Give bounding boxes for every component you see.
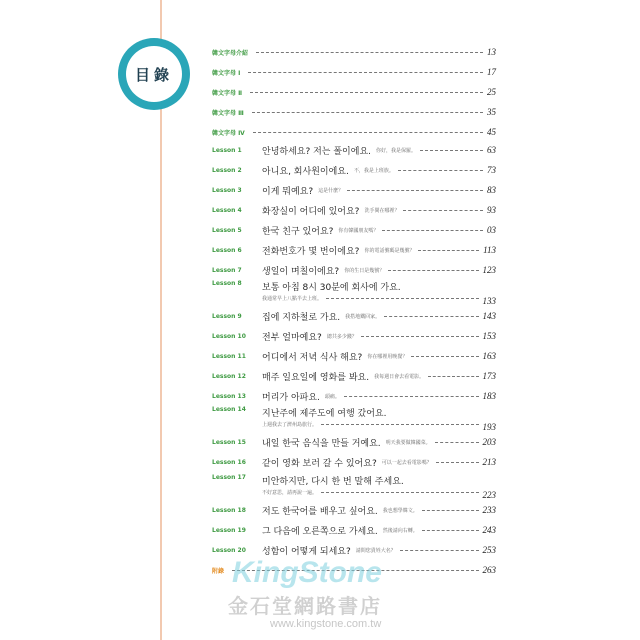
lesson-number: Lesson 16	[212, 458, 246, 466]
watermark-logo: KingStone	[232, 556, 382, 589]
page-number: 123	[482, 265, 496, 275]
toc-lesson-row[interactable]	[212, 434, 496, 450]
lesson-number: Lesson 13	[212, 392, 246, 400]
page-number: 153	[482, 331, 496, 341]
section-label: 韓文字母 Ⅰ	[212, 69, 241, 77]
page-number: 243	[482, 525, 496, 535]
lesson-title-korean: 그 다음에 오른쪽으로 가세요.	[262, 526, 378, 537]
lesson-number: Lesson 5	[212, 226, 242, 234]
toc-lesson-row[interactable]	[212, 202, 496, 218]
lesson-title-chinese: 明天我要做韓國菜。	[385, 439, 431, 446]
lesson-title-korean: 집에 지하철로 가요.	[262, 312, 341, 323]
lesson-title-chinese: 你的電話號碼是幾號？	[364, 247, 415, 254]
dotted-leader	[361, 336, 479, 337]
lesson-title-korean: 아니요, 회사원이에요.	[262, 166, 349, 177]
page-number: 63	[487, 145, 496, 155]
lesson-number: Lesson 10	[212, 332, 246, 340]
toc-lesson-row[interactable]	[212, 368, 496, 384]
page-number: 93	[487, 205, 496, 215]
dotted-leader	[436, 462, 479, 463]
toc-lesson-row[interactable]	[212, 348, 496, 364]
dotted-leader	[435, 442, 479, 443]
dotted-leader	[384, 316, 478, 317]
lesson-number: Lesson 3	[212, 186, 242, 194]
toc-lesson-row[interactable]	[212, 406, 496, 432]
lesson-title-korean: 이게 뭐예요?	[262, 186, 314, 197]
lesson-title-chinese: 你在哪裡用晚餐？	[367, 353, 408, 360]
page-number: 163	[482, 351, 496, 361]
dotted-leader	[347, 190, 483, 191]
dotted-leader	[252, 112, 483, 113]
dotted-leader	[250, 92, 483, 93]
lesson-title-korean: 성함이 어떻게 되세요?	[262, 546, 351, 557]
page-number: 17	[487, 67, 496, 77]
dotted-leader	[403, 210, 483, 211]
toc-section-row[interactable]	[212, 104, 496, 120]
page-number: 223	[482, 490, 496, 500]
lesson-title-chinese: 頭痛。	[324, 393, 340, 400]
lesson-title-korean: 보통 아침 8시 30분에 회사에 가요.	[262, 283, 401, 293]
lesson-title-chinese: 請問您貴姓大名？	[355, 547, 396, 554]
lesson-title-korean: 생일이 며칠이에요?	[262, 266, 340, 277]
page-number: 173	[482, 371, 496, 381]
lesson-title-chinese: 你好，我是保羅。	[376, 147, 417, 154]
toc-lesson-row[interactable]	[212, 328, 496, 344]
page-number: 213	[482, 457, 496, 467]
toc-section-row[interactable]	[212, 64, 496, 80]
lesson-title-chinese: 我搭地鐵回家。	[345, 313, 381, 320]
section-label: 韓文字母 Ⅲ	[212, 109, 244, 117]
lesson-title-korean: 저도 한국어를 배우고 싶어요.	[262, 506, 378, 517]
lesson-number: Lesson 19	[212, 526, 246, 534]
page-number: 35	[487, 107, 496, 117]
dotted-leader	[411, 356, 478, 357]
lesson-title-chinese: 可以一起去看電影嗎？	[381, 459, 432, 466]
lesson-title-chinese: 總共多少錢？	[326, 333, 357, 340]
page-number: 73	[487, 165, 496, 175]
toc-lesson-row[interactable]	[212, 388, 496, 404]
lesson-title-chinese: 洗手間在哪裡？	[364, 207, 400, 214]
page-number: 45	[487, 127, 496, 137]
toc-lesson-row[interactable]	[212, 162, 496, 178]
lesson-number: Lesson 6	[212, 246, 242, 254]
dotted-leader	[256, 52, 483, 53]
lesson-title-korean: 같이 영화 보러 갈 수 있어요?	[262, 458, 377, 469]
lesson-title-chinese: 然後請向右轉。	[382, 527, 418, 534]
page-number: 113	[483, 245, 496, 255]
dotted-leader	[248, 72, 483, 73]
lesson-number: Lesson 9	[212, 312, 242, 320]
page-number: 183	[482, 391, 496, 401]
page-number: 143	[482, 311, 496, 321]
lesson-title-chinese: 你有韓國朋友嗎？	[338, 227, 379, 234]
toc-lesson-row[interactable]	[212, 502, 496, 518]
lesson-title-korean: 매주 일요일에 영화를 봐요.	[262, 372, 370, 383]
lesson-number: Lesson 17	[212, 474, 246, 481]
lesson-title-korean: 어디에서 저녁 식사 해요?	[262, 352, 363, 363]
lesson-number: Lesson 11	[212, 352, 246, 360]
dotted-leader	[321, 492, 478, 493]
lesson-title-korean: 한국 친구 있어요?	[262, 226, 334, 237]
page-number: 133	[482, 296, 496, 306]
page-number: 13	[487, 47, 496, 57]
dotted-leader	[326, 298, 478, 299]
lesson-title-korean: 전부 얼마예요?	[262, 332, 322, 343]
dotted-leader	[253, 132, 483, 133]
toc-lesson-row[interactable]	[212, 474, 496, 500]
dotted-leader	[321, 424, 478, 425]
section-label: 韓文字母 Ⅱ	[212, 89, 243, 97]
lesson-title-korean: 머리가 아파요.	[262, 392, 320, 403]
section-label: 韓文字母介紹	[212, 49, 249, 57]
toc-lesson-row[interactable]	[212, 142, 496, 158]
page-number: 193	[482, 422, 496, 432]
lesson-title-chinese: 上週我去了濟州島旅行。	[262, 422, 318, 428]
page-number: 03	[487, 225, 496, 235]
lesson-number: Lesson 8	[212, 280, 242, 287]
toc-badge	[118, 38, 190, 110]
lesson-title-korean: 내일 한국 음식을 만들 거예요.	[262, 438, 381, 449]
toc-lesson-row[interactable]	[212, 454, 496, 470]
lesson-title-korean: 지난주에 제주도에 여행 갔어요.	[262, 409, 387, 419]
watermark-url: www.kingstone.com.tw	[270, 618, 382, 630]
dotted-leader	[344, 396, 479, 397]
toc-badge-inner	[126, 46, 182, 102]
lesson-number: Lesson 20	[212, 546, 246, 554]
dotted-leader	[388, 270, 478, 271]
lesson-title-chinese: 我每週日會去看電影。	[374, 373, 425, 380]
toc-lesson-row[interactable]	[212, 308, 496, 324]
lesson-number: Lesson 15	[212, 438, 246, 446]
toc-lesson-row[interactable]	[212, 182, 496, 198]
watermark-store-name: 金石堂網路書店	[228, 594, 382, 618]
lesson-title-chinese: 你的生日是幾號？	[344, 267, 385, 274]
lesson-title-korean: 안녕하세요? 저는 폴이에요.	[262, 146, 371, 157]
page-number: 233	[482, 505, 496, 515]
lesson-number: Lesson 12	[212, 372, 246, 380]
lesson-number: Lesson 4	[212, 206, 242, 214]
lesson-title-korean: 전화번호가 몇 번이에요?	[262, 246, 360, 257]
lesson-number: Lesson 18	[212, 506, 246, 514]
lesson-title-chinese: 我通常早上八點半去上班。	[262, 296, 323, 302]
page-number: 263	[482, 565, 496, 575]
lesson-number: Lesson 14	[212, 406, 246, 413]
dotted-leader	[382, 230, 483, 231]
toc-lesson-row[interactable]	[212, 280, 496, 306]
page-number: 25	[487, 87, 496, 97]
lesson-title-chinese: 這是什麼？	[318, 187, 344, 194]
dotted-leader	[398, 170, 483, 171]
lesson-title-chinese: 不好意思，請再說一遍。	[262, 490, 318, 496]
lesson-title-chinese: 不，我是上班族。	[353, 167, 394, 174]
dotted-leader	[400, 550, 479, 551]
page-number: 253	[482, 545, 496, 555]
page-number: 203	[482, 437, 496, 447]
toc-section-row[interactable]	[212, 124, 496, 140]
toc-lesson-row[interactable]	[212, 222, 496, 238]
toc-lesson-row[interactable]	[212, 522, 496, 538]
toc-lesson-row[interactable]	[212, 262, 496, 278]
dotted-leader	[420, 150, 483, 151]
lesson-number: Lesson 7	[212, 266, 242, 274]
toc-section-row[interactable]	[212, 84, 496, 100]
lesson-number: Lesson 2	[212, 166, 242, 174]
toc-lesson-row[interactable]	[212, 242, 496, 258]
appendix-label: 附錄	[212, 567, 225, 575]
toc-section-row[interactable]	[212, 44, 496, 60]
lesson-number: Lesson 1	[212, 146, 242, 154]
lesson-title-chinese: 我也想學韓文。	[382, 507, 418, 514]
page-number: 83	[487, 185, 496, 195]
lesson-title-korean: 미안하지만, 다시 한 번 말해 주세요.	[262, 477, 404, 487]
dotted-leader	[422, 530, 479, 531]
dotted-leader	[422, 510, 479, 511]
dotted-leader	[418, 250, 479, 251]
lesson-title-korean: 화장실이 어디에 있어요?	[262, 206, 360, 217]
section-label: 韓文字母 Ⅳ	[212, 129, 245, 137]
dotted-leader	[428, 376, 478, 377]
toc-title: 目錄	[134, 65, 173, 84]
